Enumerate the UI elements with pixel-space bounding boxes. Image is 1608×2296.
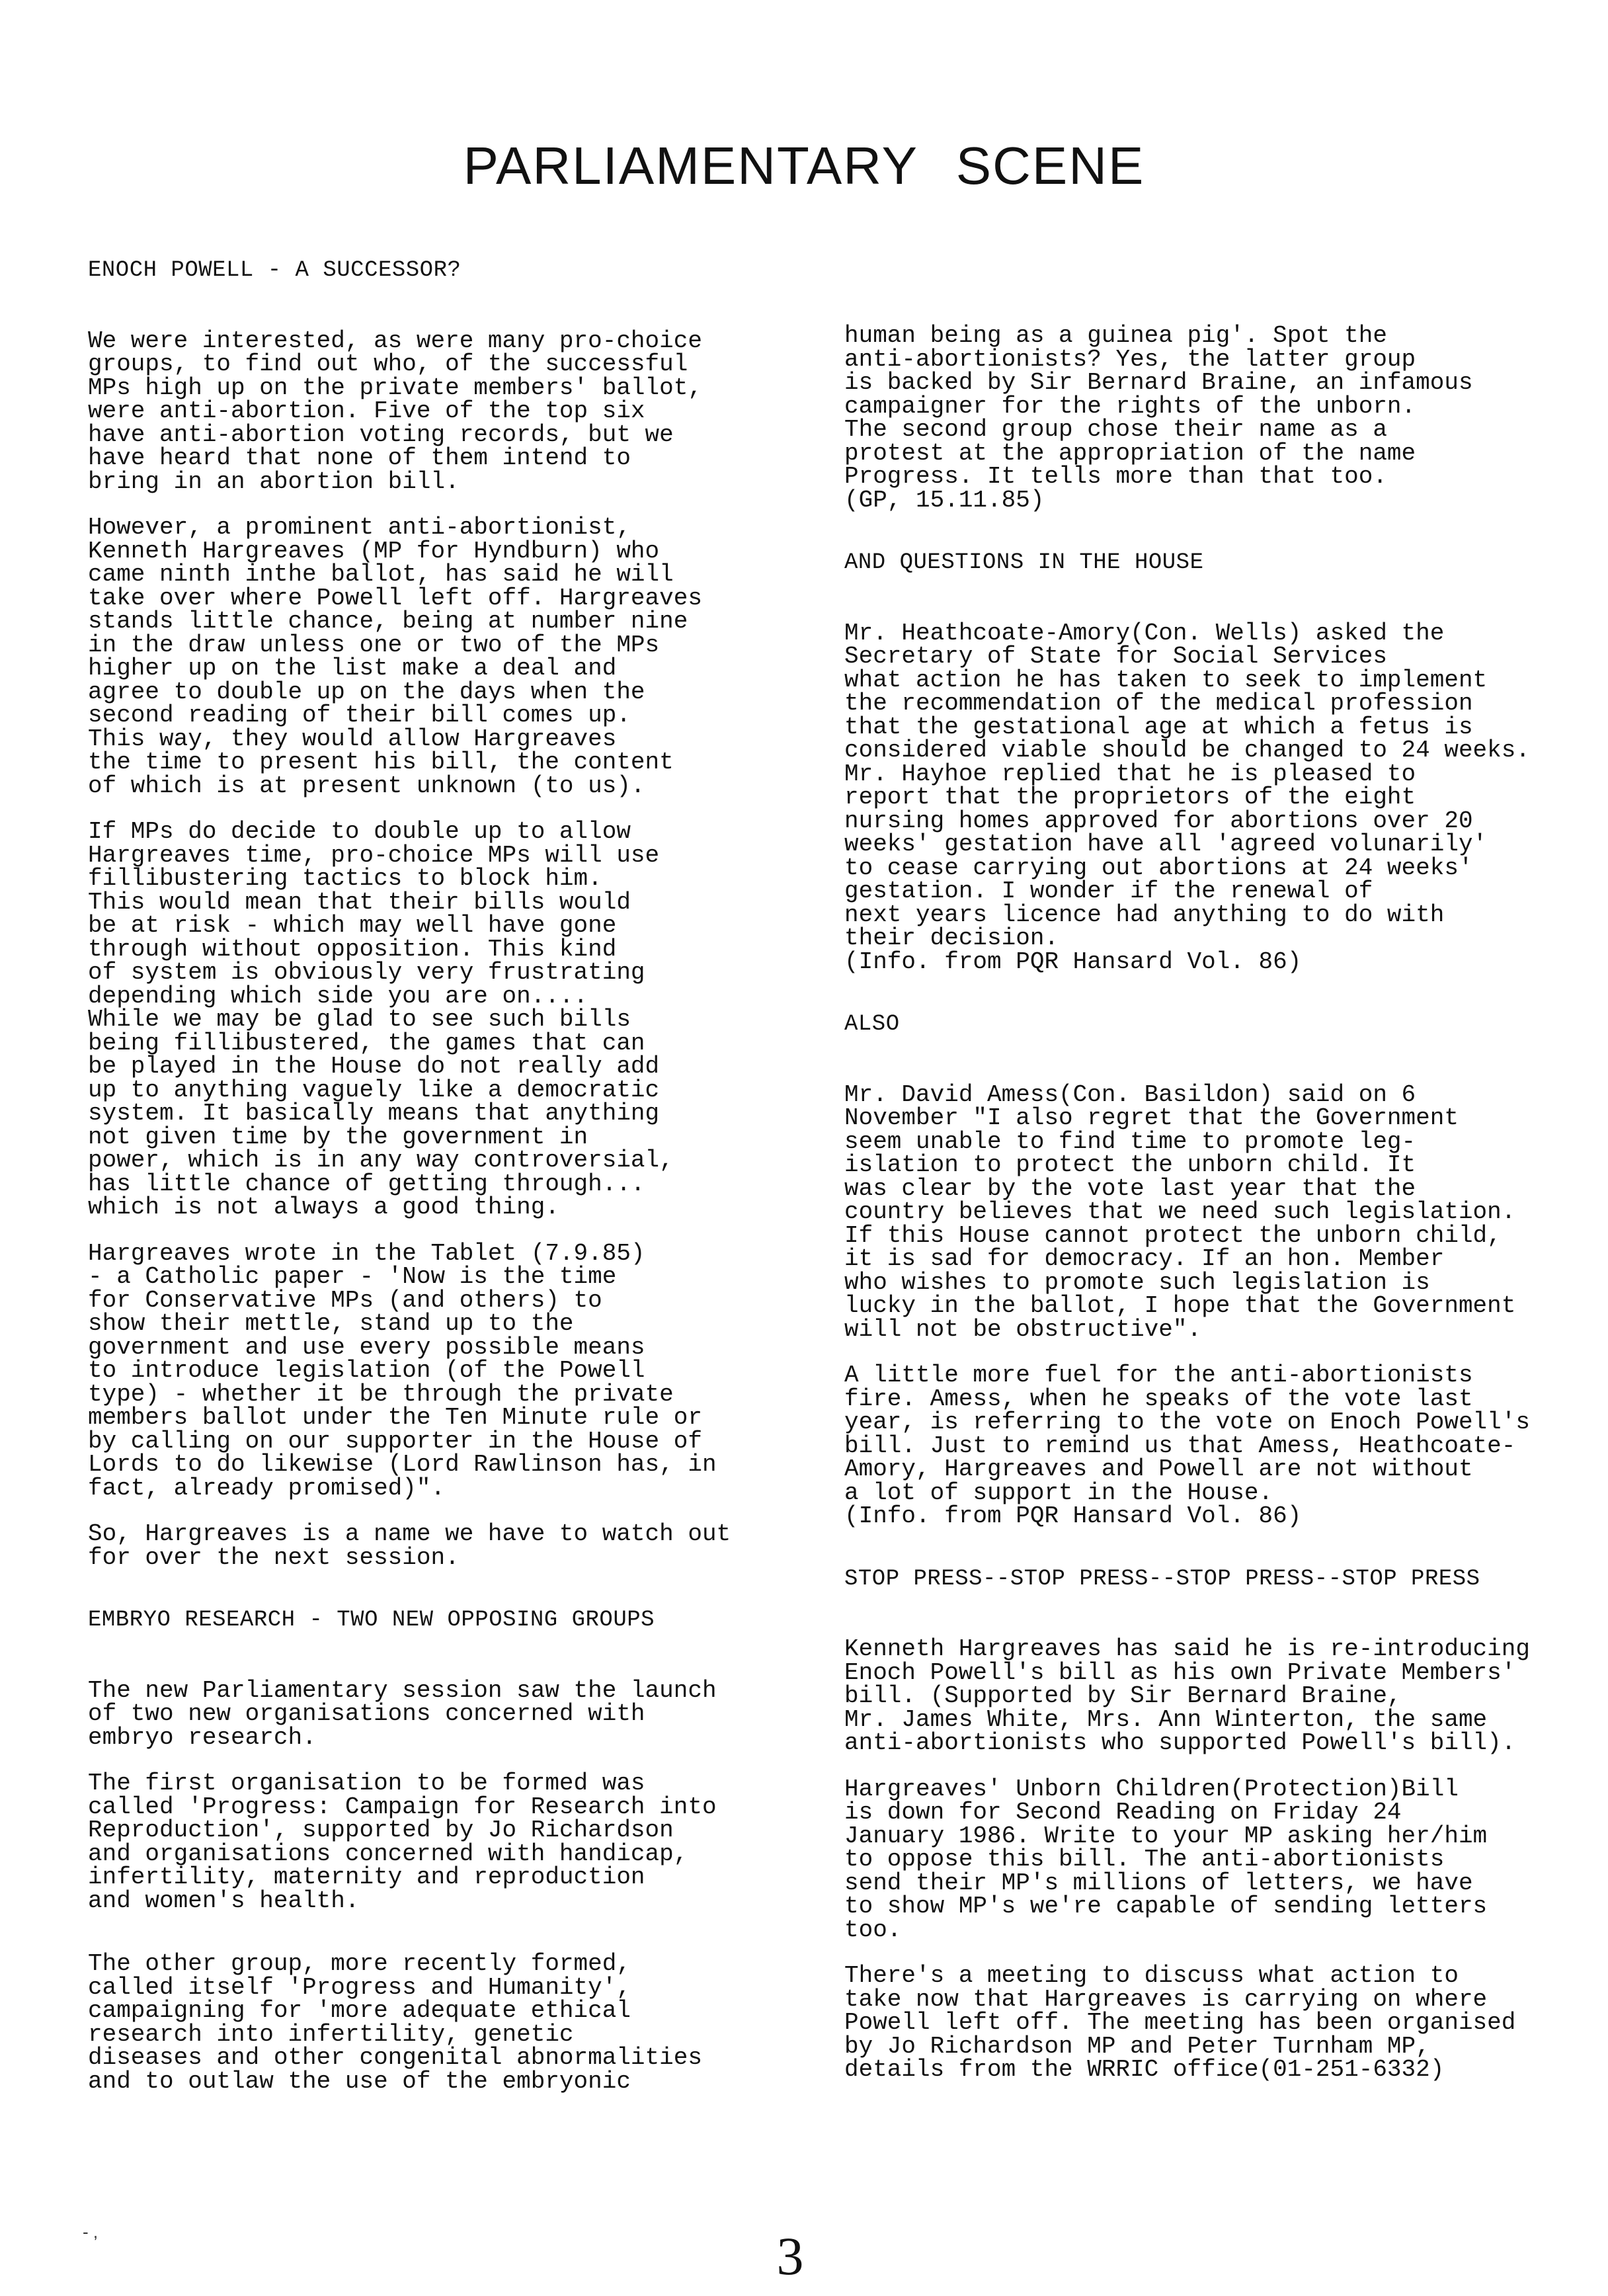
left-column bbox=[88, 259, 749, 2093]
section-heading-questions-in-house: AND QUESTIONS IN THE HOUSE bbox=[844, 550, 1204, 575]
paragraph: A little more fuel for the anti-abortionists fire. Amess, when he speaks of the vote last year, is referring to the vote on Enoch Powell's bill. Just to remind us that Amess, Heathcoate- Amory, Hargreaves and Powell are not without a lot of support in the House. (Info. from PQR Hansard Vol. 86) bbox=[844, 1362, 1530, 1530]
paragraph: Hargreaves' Unborn Children(Protection)Bill is down for Second Reading on Friday 24 January 1986. Write to your MP asking her/him to oppose this bill. The anti-abortionists send their MP's millions of letters, we have to show MP's we're capable of sending letters too. bbox=[844, 1775, 1488, 1944]
corner-mark: - , bbox=[83, 2222, 99, 2242]
paragraph: Mr. Heathcoate-Amory(Con. Wells) asked the Secretary of State for Social Services what action he has taken to seek to implement the recommendation of the medical profession that the gestational age at which a fetus is considered viable should be changed to 24 weeks. Mr. Hayhoe replied that he is pleased to report that the proprietors of the eight nursing homes approved for abortions over 20 weeks' gestation have all 'agreed volunarily' to cease carrying out abortions at 24 weeks' gestation. I wonder if the renewal of next years licence had anything to do with their decision. (Info. from PQR Hansard Vol. 86) bbox=[844, 619, 1530, 975]
paragraph: So, Hargreaves is a name we have to watch out for over the next session. bbox=[88, 1520, 731, 1571]
paragraph: There's a meeting to discuss what action to take now that Hargreaves is carrying on where Powell left off. The meeting has been organised by Jo Richardson MP and Peter Turnham MP, details from the WRRIC office(01-251-6332) bbox=[844, 1962, 1516, 2083]
page-title: PARLIAMENTARY SCENE bbox=[463, 136, 1145, 195]
page-number: 3 bbox=[776, 2226, 804, 2286]
section-heading-stop-press: STOP PRESS--STOP PRESS--STOP PRESS--STOP PRESS bbox=[844, 1566, 1480, 1592]
paragraph: The other group, more recently formed, called itself 'Progress and Humanity', campaigning for 'more adequate ethical research into infertility, genetic diseases and other congenital abnormalities and to outlaw the use of the embryonic bbox=[88, 1950, 702, 2095]
paragraph: The first organisation to be formed was called 'Progress: Campaign for Research into Reproduction', supported by Jo Richardson and organisations concerned with handicap, infertility, maternity and reproduction and women's health. bbox=[88, 1770, 717, 1914]
paragraph: Hargreaves wrote in the Tablet (7.9.85) - a Catholic paper - 'Now is the time for Conservative MPs (and others) to show their mettle, stand up to the government and use every possible means to introduce legislation (of the Powell type) - whether it be through the private members ballot under the Ten Minute rule or by calling on our supporter in the House of Lords to do likewise (Lord Rawlinson has, in fact, already promised)". bbox=[88, 1239, 717, 1502]
section-heading-embryo-research: EMBRYO RESEARCH - TWO NEW OPPOSING GROUPS bbox=[88, 1608, 655, 1633]
paragraph: We were interested, as were many pro-choice groups, to find out who, of the successful MPs high up on the private members' ballot, were anti-abortion. Five of the top six have anti-abortion voting records, but we have heard that none of them intend to bring in an abortion bill. bbox=[88, 327, 702, 495]
paragraph: If MPs do decide to double up to allow Hargreaves time, pro-choice MPs will use fillibustering tactics to block him. This would mean that their bills would be at risk - which may well have gone through without opposition. This kind of system is obviously very frustrating depending which side you are on.... While we may be glad to see such bills being fillibustered, the games that can be played in the House do not really add up to anything vaguely like a democratic system. It basically means that anything not given time by the government in power, which is in any way controversial, has little chance of getting through... which is not always a good thing. bbox=[88, 818, 674, 1221]
section-heading-also: ALSO bbox=[844, 1012, 900, 1037]
paragraph: human being as a guinea pig'. Spot the anti-abortionists? Yes, the latter group is backed by Sir Bernard Braine, an infamous campaigner for the rights of the unborn. The second group chose their name as a protest at the appropriation of the name Progress. It tells more than that too. (GP, 15.11.85) bbox=[844, 322, 1473, 514]
paragraph: The new Parliamentary session saw the launch of two new organisations concerned with embryo research. bbox=[88, 1676, 717, 1751]
paragraph: Mr. David Amess(Con. Basildon) said on 6 November "I also regret that the Government seem unable to find time to promote leg- islation to protect the unborn child. It was clear by the vote last year that the country believes that we need such legislation. If this House cannot protect the unborn child, it is sad for democracy. If an hon. Member who wishes to promote such legislation is lucky in the ballot, I hope that the Government will not be obstructive". bbox=[844, 1081, 1516, 1343]
paragraph: Kenneth Hargreaves has said he is re-introducing Enoch Powell's bill as his own Private Members' bill. (Supported by Sir Bernard Braine, Mr. James White, Mrs. Ann Winterton, the same anti-abortionists who supported Powell's bill). bbox=[844, 1635, 1530, 1756]
right-column bbox=[844, 324, 1539, 2082]
paragraph: However, a prominent anti-abortionist, Kenneth Hargreaves (MP for Hyndburn) who came ninth inthe ballot, has said he will take over where Powell left off. Hargreaves stands little chance, being at number nine in the draw unless one or two of the MPs higher up on the list make a deal and agree to double up on the days when the second reading of their bill comes up. This way, they would allow Hargreaves the time to present his bill, the content of which is at present unknown (to us). bbox=[88, 514, 702, 800]
section-heading-enoch-powell: ENOCH POWELL - A SUCCESSOR? bbox=[88, 258, 462, 283]
